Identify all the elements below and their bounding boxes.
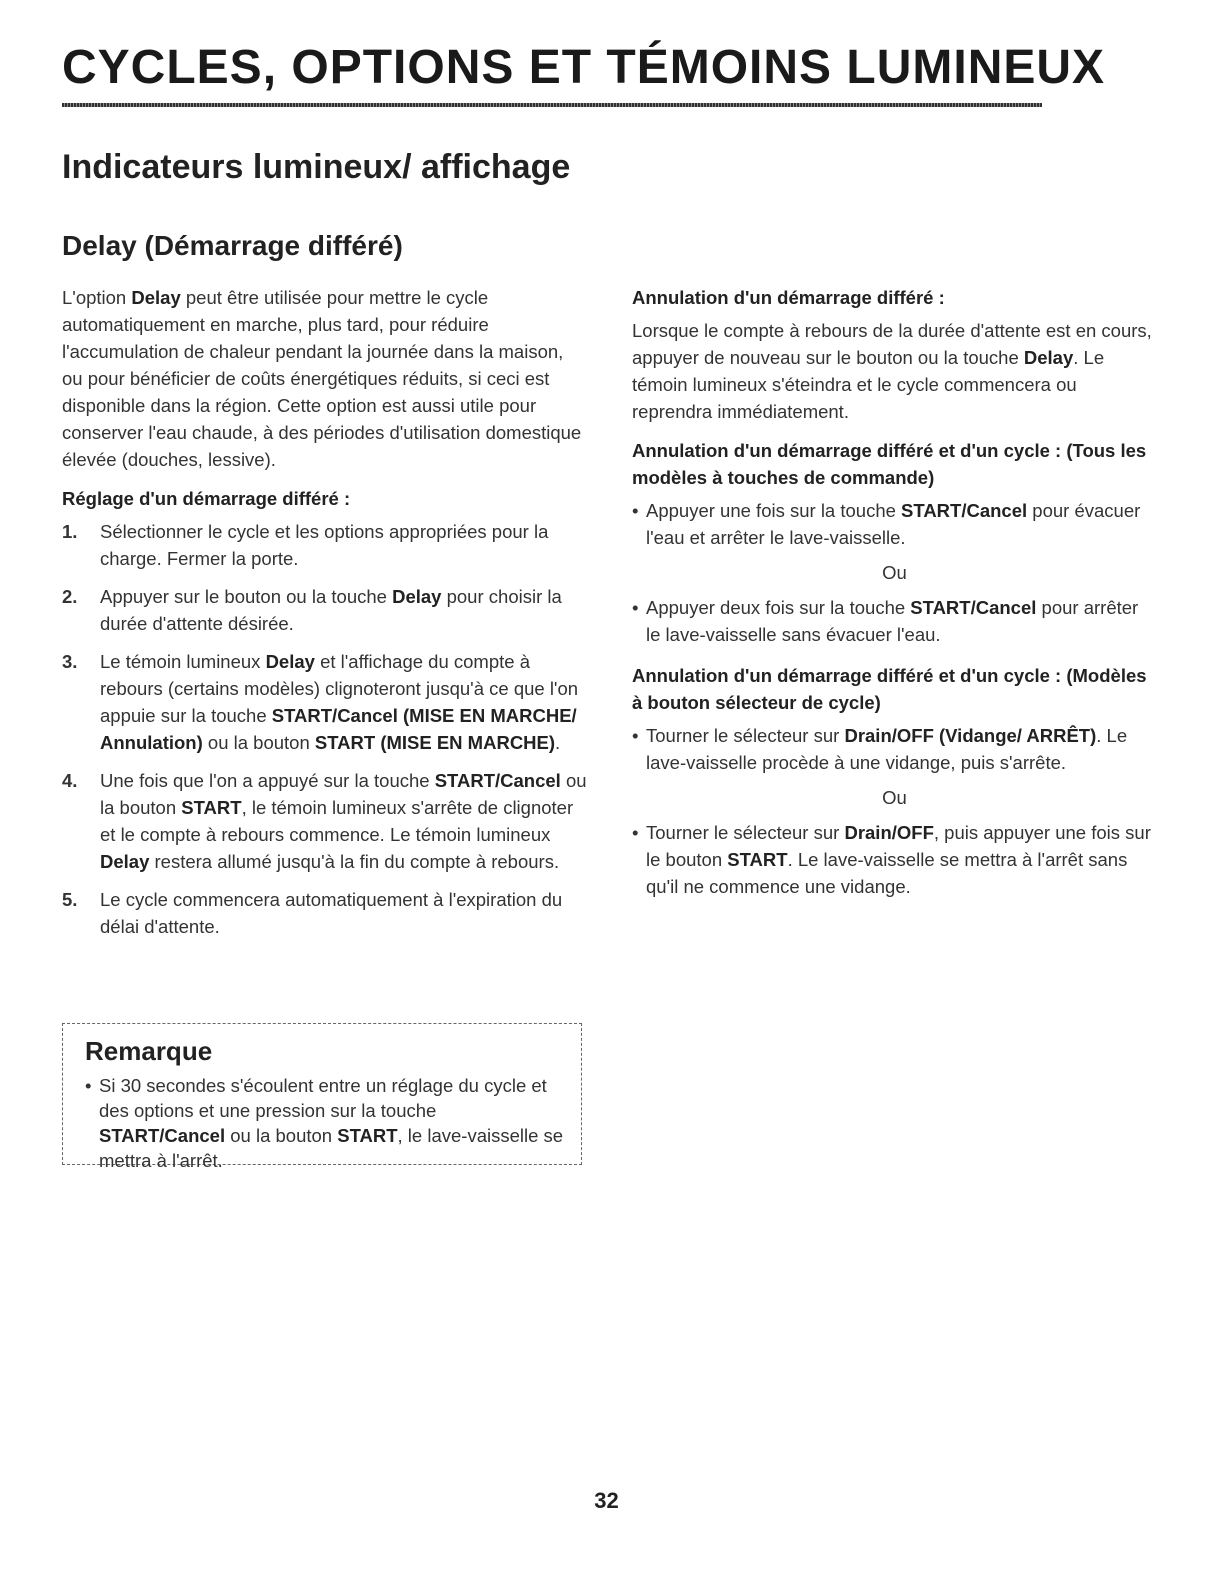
text: ou la bouton xyxy=(225,1125,338,1146)
text: et l'affichage du compte à rebours (certains modèles) clignoteront jusqu'à ce que l'on appuie sur la touche xyxy=(100,651,579,726)
text: restera allumé jusqu'à la fin du compte à rebours. xyxy=(149,851,560,872)
step-number: 5. xyxy=(62,889,78,910)
note-list xyxy=(85,1073,567,1173)
list-item xyxy=(62,886,587,940)
list-item xyxy=(632,722,1157,776)
bold-text: START (MISE EN MARCHE) xyxy=(314,732,556,753)
step-number: 3. xyxy=(62,651,78,672)
list-item xyxy=(632,594,1157,648)
bold-text: Delay xyxy=(1023,347,1074,368)
step-number: 4. xyxy=(62,770,78,791)
bold-text: START/Cancel xyxy=(99,1125,226,1146)
title-rule xyxy=(62,103,1042,107)
text: . Le lave-vaisselle se mettra à l'arrêt sans qu'il ne commence une vidange. xyxy=(646,849,1128,897)
bold-text: START xyxy=(727,849,788,870)
cancel-delay-cycle-heading: Annulation d'un démarrage différé et d'un cycle : (Tous les modèles à touches de commande) xyxy=(632,440,1147,488)
text: peut être utilisée pour mettre le cycle automatiquement en marche, plus tard, pour réduire l'accumulation de chaleur pendant la journée dans la maison, ou pour bénéficier de coûts énergétiques réduits, si ceci est disponible dans la région. Cette option est aussi utile pour conserver l'eau chaude, à des périodes d'utilisation domestique élevée (douches, lessive). xyxy=(62,287,582,470)
text: Le témoin lumineux xyxy=(100,651,266,672)
text: . xyxy=(555,732,561,753)
bullet-list xyxy=(632,497,1157,551)
text: Une fois que l'on a appuyé sur la touche xyxy=(100,770,435,791)
step-number: 1. xyxy=(62,521,78,542)
bold-text: Drain/OFF xyxy=(844,822,934,843)
bold-text: Delay xyxy=(265,651,315,672)
bold-text: START xyxy=(337,1125,398,1146)
text: Sélectionner le cycle et les options appropriées pour la charge. Fermer la porte. xyxy=(100,521,549,569)
text: Tourner le sélecteur sur xyxy=(646,725,845,746)
text: L'option xyxy=(62,287,132,308)
text: , le lave-vaisselle se mettra à l'arrêt. xyxy=(99,1125,564,1171)
text: Lorsque le compte à rebours de la durée d'attente est en cours, appuyer de nouveau sur le bouton ou la touche xyxy=(632,320,1152,368)
text: pour choisir la durée d'attente désirée. xyxy=(100,586,562,634)
bold-text: Delay xyxy=(392,586,442,607)
right-column xyxy=(632,284,1157,908)
bold-text: Delay xyxy=(131,287,181,308)
list-item xyxy=(62,518,587,572)
text: pour évacuer l'eau et arrêter le lave-vaisselle. xyxy=(646,500,1141,548)
page-title: CYCLES, OPTIONS ET TÉMOINS LUMINEUX xyxy=(62,41,1106,94)
bold-text: START/Cancel xyxy=(901,500,1028,521)
text: Le cycle commencera automatiquement à l'expiration du délai d'attente. xyxy=(100,889,563,937)
text: Tourner le sélecteur sur xyxy=(646,822,845,843)
note-title: Remarque xyxy=(85,1036,213,1066)
list-item xyxy=(632,819,1157,900)
bullet-list xyxy=(632,594,1157,648)
bold-text: START/Cancel xyxy=(910,597,1037,618)
or-separator: Ou xyxy=(882,562,907,583)
bullet-list xyxy=(632,722,1157,776)
cancel-selector-heading: Annulation d'un démarrage différé et d'un cycle : (Modèles à bouton sélecteur de cycle) xyxy=(632,665,1147,713)
text: ou la bouton xyxy=(100,770,587,818)
list-item xyxy=(632,497,1157,551)
list-item xyxy=(62,767,587,875)
list-item xyxy=(62,648,587,756)
bold-text: Delay xyxy=(100,851,150,872)
cancel-delay-heading: Annulation d'un démarrage différé : xyxy=(632,287,945,308)
sub-heading: Delay (Démarrage différé) xyxy=(62,230,403,261)
text: . Le témoin lumineux s'éteindra et le cycle commencera ou reprendra immédiatement. xyxy=(632,347,1105,422)
text: ou la bouton xyxy=(202,732,315,753)
note-box xyxy=(62,1023,582,1171)
bold-text: START xyxy=(181,797,242,818)
left-column xyxy=(62,284,587,951)
or-separator: Ou xyxy=(882,787,907,808)
bold-text: Drain/OFF (Vidange/ ARRÊT) xyxy=(844,725,1097,746)
setting-heading: Réglage d'un démarrage différé : xyxy=(62,488,351,509)
bold-text: START/Cancel xyxy=(434,770,561,791)
text: Appuyer une fois sur la touche xyxy=(646,500,902,521)
bullet-list xyxy=(632,819,1157,900)
text: Appuyer deux fois sur la touche xyxy=(646,597,911,618)
page-number: 32 xyxy=(594,1488,619,1513)
step-number: 2. xyxy=(62,586,78,607)
text: Si 30 secondes s'écoulent entre un réglage du cycle et des options et une pression sur la touche xyxy=(99,1075,547,1121)
section-heading: Indicateurs lumineux/ affichage xyxy=(62,148,571,186)
text: pour arrêter le lave-vaisselle sans évacuer l'eau. xyxy=(646,597,1139,645)
text: Appuyer sur le bouton ou la touche xyxy=(100,586,393,607)
steps-list xyxy=(62,518,587,940)
text: . Le lave-vaisselle procède à une vidange, puis s'arrête. xyxy=(646,725,1128,773)
intro-paragraph xyxy=(62,284,587,473)
text: , puis appuyer une fois sur le bouton xyxy=(646,822,1151,870)
bold-text: START/Cancel (MISE EN MARCHE/ Annulation) xyxy=(100,705,577,753)
list-item xyxy=(62,583,587,637)
cancel-delay-paragraph xyxy=(632,317,1157,425)
text: , le témoin lumineux s'arrête de clignoter et le compte à rebours commence. Le témoin lumineux xyxy=(100,797,574,845)
list-item xyxy=(85,1073,567,1173)
